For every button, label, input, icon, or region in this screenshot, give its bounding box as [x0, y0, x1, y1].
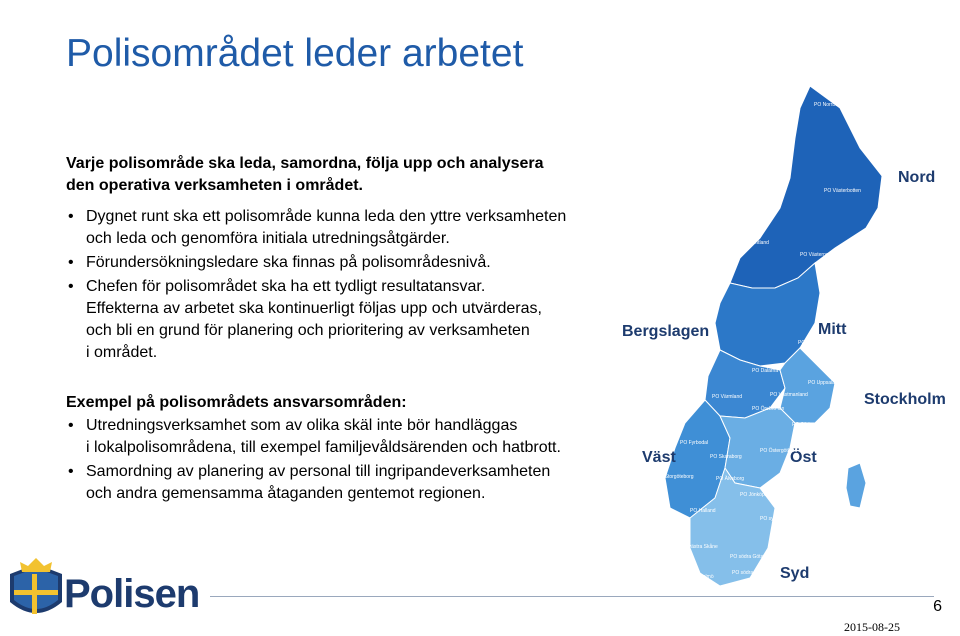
area-label: PO Västmanland: [770, 392, 808, 398]
examples-heading: Exempel på polisområdets ansvarsområden:: [66, 394, 407, 411]
area-label: PO södra Götaland: [730, 554, 773, 560]
list-item: • Chefen för polisområdet ska ha ett tydligt resultatansvar. Effekterna av arbetet ska kontinuerligt följas upp och utvärderas, och bli en grund för planering och prioritering av verksamheten i området.: [66, 276, 666, 364]
area-label: PO Uppsala: [808, 380, 835, 386]
intro-line-1: Varje polisområde ska leda, samordna, följa upp och analysera: [66, 155, 544, 172]
label-syd: Syd: [780, 565, 810, 582]
intro-line-2: den operativa verksamheten i området.: [66, 177, 363, 194]
list-item: • Dygnet runt ska ett polisområde kunna leda den yttre verksamheten och leda och genomföra initiala utredningsåtgärder.: [66, 206, 666, 250]
responsibility-list: [66, 206, 666, 366]
sweden-police-map: [620, 78, 960, 598]
list-item: • Utredningsverksamhet som av olika skäl inte bör handläggas i lokalpolisområdena, till exempel familjevåldsärenden och hatbrott.: [66, 415, 646, 459]
area-label: PO Södermanland: [792, 422, 834, 428]
area-label: PO Gävleborg: [798, 340, 830, 346]
area-label: PO Östergötland: [760, 448, 798, 454]
area-label: PO södra Skåne: [732, 570, 769, 576]
area-label: PO Örebro län: [752, 406, 785, 412]
area-label: PO Stockholm nord: [860, 380, 904, 386]
label-mitt: Mitt: [818, 321, 847, 338]
label-ost: Öst: [790, 449, 817, 466]
label-nord: Nord: [898, 169, 936, 186]
intro-text: [66, 153, 544, 197]
list-item: • Samordning av planering av personal till ingripandeverksamheten och andra gemensamma åtaganden gentemot regionen.: [66, 461, 646, 505]
label-vast: Väst: [642, 449, 676, 466]
area-label: PO Stockholm syd: [850, 426, 892, 432]
area-label: PO sydöstra Götaland: [760, 516, 810, 522]
area-label: PO nordvästra Skåne: [670, 544, 718, 550]
label-stockholm: Stockholm: [864, 391, 946, 408]
area-label: PO Skaraborg: [710, 454, 742, 460]
slide-date: 2015-08-25: [844, 620, 900, 634]
area-label: PO Älvsborg: [716, 476, 745, 482]
area-label: PO Halland: [690, 508, 716, 514]
area-label: PO Fyrbodal: [680, 440, 709, 446]
region-gotland-shape: [846, 463, 866, 508]
area-label: PO Norrbotten: [814, 102, 847, 108]
area-label: PO Västernorrland: [800, 252, 842, 258]
area-label: PO Dalarna: [752, 368, 779, 374]
footer-divider: [210, 596, 934, 597]
area-label: PO Stockholm city: [850, 417, 891, 423]
page-number: 6: [933, 598, 942, 615]
page-title: Polisområdet leder arbetet: [66, 32, 524, 75]
label-bergslagen: Bergslagen: [622, 323, 710, 340]
area-label: PO Gotland (Stockholm): [870, 490, 925, 496]
area-label: PO Kalmar: [784, 502, 809, 508]
list-item: • Förundersökningsledare ska finnas på polisområdesnivå.: [66, 252, 666, 274]
area-label: PO Malmö: [690, 574, 714, 580]
polisen-logo-text: Polisen: [64, 572, 200, 616]
area-label: PO Storgöteborg: [656, 474, 694, 480]
examples-list: [66, 415, 646, 507]
area-label: PO Jämtland: [740, 240, 769, 246]
area-label: PO Värmland: [712, 394, 743, 400]
area-label: PO Västerbotten: [824, 188, 861, 194]
area-label: PO Jönköping: [740, 492, 772, 498]
